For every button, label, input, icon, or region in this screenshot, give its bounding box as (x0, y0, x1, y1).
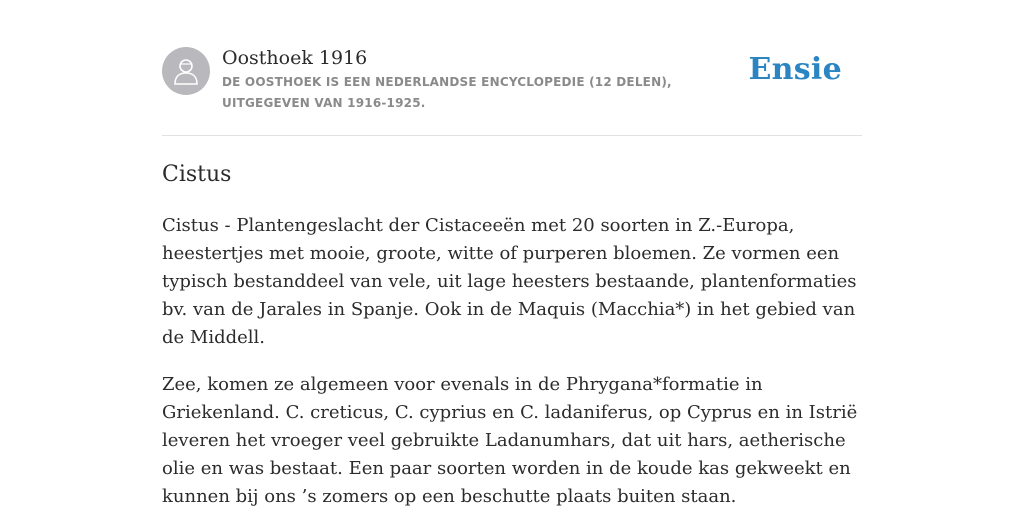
entry-paragraph: Cistus - Plantengeslacht der Cistaceeën met 20 soorten in Z.-Europa, heestertjes met mooie, groote, witte of purperen bloemen. Ze vormen een typisch bestanddeel van vele, uit lage heesters bestaande, plantenformaties bv. van de Jarales in Spanje. Ook in de Maquis (Macchia*) in het gebied van de Middell. (162, 215, 857, 348)
article-container (162, 0, 862, 507)
source-name[interactable]: Oosthoek 1916 (222, 47, 368, 69)
source-description: DE OOSTHOEK IS EEN NEDERLANDSE ENCYCLOPEDIE (12 DELEN), UITGEGEVEN VAN 1916-1925. (222, 75, 672, 110)
entry-body (162, 212, 867, 512)
entry-paragraph: Zee, komen ze algemeen voor evenals in de Phrygana*formatie in Griekenland. C. creticus, C. cyprius en C. ladaniferus, op Cyprus en in Istrië leveren het vroeger veel gebruikte Ladanumhars, dat uit hars, aetherische olie en was bestaat. Een paar soorten worden in de koude kas gekweekt en kunnen bij ons ’s zomers op een beschutte plaats buiten staan. (162, 374, 858, 507)
avatar[interactable] (162, 47, 210, 95)
user-silhouette-icon (172, 56, 200, 86)
brand-logo[interactable]: Ensie (748, 52, 842, 87)
entry-title: Cistus (162, 162, 232, 187)
source-header (162, 0, 862, 136)
source-info (222, 45, 762, 114)
